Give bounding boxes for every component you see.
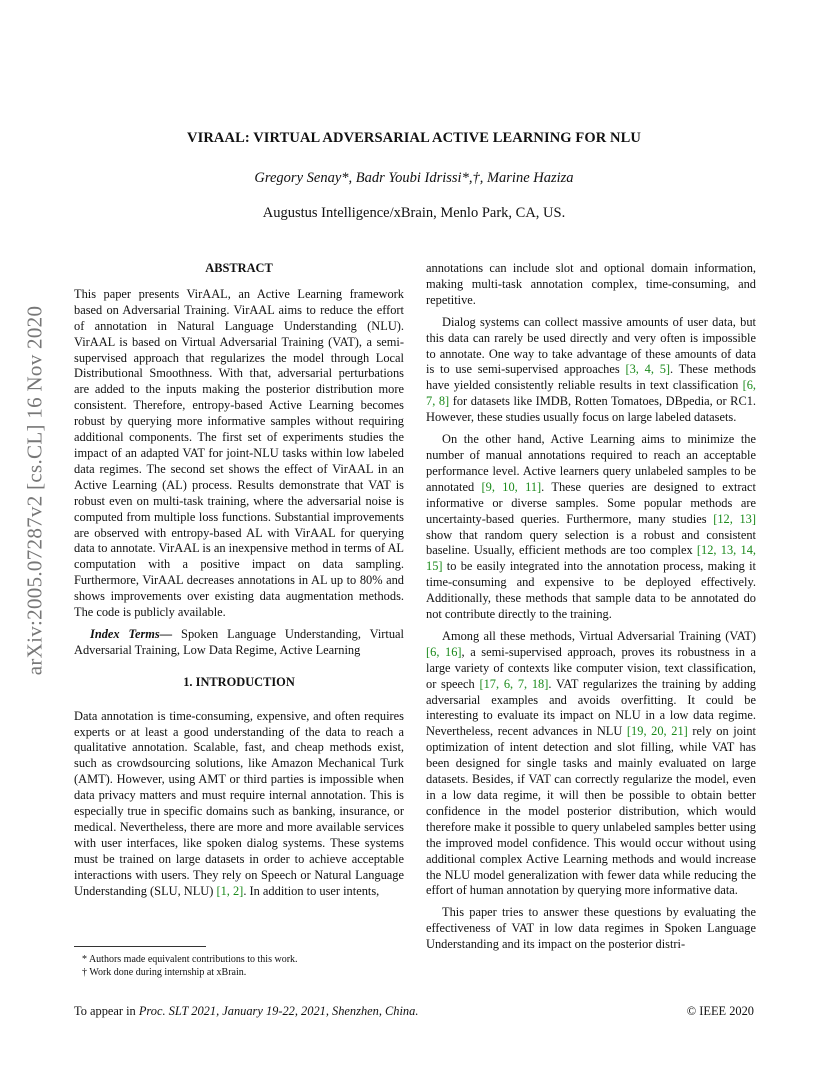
intro-heading: 1. INTRODUCTION (183, 674, 295, 689)
paper-authors: Gregory Senay*, Badr Youbi Idrissi*,†, Marine Haziza (254, 170, 574, 186)
paper-affiliation: Augustus Intelligence/xBrain, Menlo Park, CA, US. (262, 205, 566, 221)
footnote-rule (74, 946, 206, 947)
abstract-heading: ABSTRACT (205, 261, 273, 275)
footer-copyright: © IEEE 2020 (686, 1004, 754, 1018)
arxiv-identifier: arXiv:2005.07287v2 [cs.CL] 16 Nov 2020 (22, 305, 47, 675)
intro-paragraph-4: Among all these methods, Virtual Adversarial Training (VAT) [6, 16], a semi-supervised approach, proves its robustness in a large variety of contexts like computer vision, text classification, or speech [17, 6, 7, 18]. VAT regularizes the training by adding adversarial examples and avoids overfitting. It could be interesting to evaluate its impact on NLU in a low data regime. Nevertheless, recent advances in NLU [19, 20, 21] rely on joint optimization of intent detection and slot filling, while VAT has been designed for single tasks and mainly evaluated on large datasets. Besides, if VAT can correctly regularize the model, even in a low data regime, it will then be possible to obtain better confidence in the model posterior distribution, which would therefore make it possible to query unlabeled samples better using the improved model confidence. This would occur without using additional complex Active Learning methods and would increase the NLU model generalization with fewer data while reducing the effort of human annotation by querying more informative data. (426, 628, 756, 898)
left-column (74, 261, 404, 906)
intro-paragraph-1: Data annotation is time-consuming, expensive, and often requires experts or at least a good understanding of the data to reach a qualitative annotation. Scalable, fast, and cheap methods exist, such as crowdsourcing solutions, like Amazon Mechanical Turk (AMT). However, using AMT or third parties is impossible when data privacy matters and must require internal annotation. This is especially true in specific domains such as banking, insurance, or medical. Nevertheless, there are more and more available services with user interfaces, like spoken dialog systems. These systems must be trained on large datasets in order to achieve acceptable interactions with users. They rely on Speech or Natural Language Understanding (SLU, NLU) [1, 2]. In addition to user intents, (74, 708, 404, 898)
index-terms-text: Spoken Language Understanding, Virtual Adversarial Training, Low Data Regime, Active Learning (74, 626, 404, 657)
citation-link[interactable]: [9, 10, 11] (481, 479, 542, 494)
citation-link[interactable]: [19, 20, 21] (626, 724, 688, 739)
citation-link[interactable]: [17, 6, 7, 18] (479, 676, 549, 691)
right-column (426, 261, 756, 959)
arxiv-sidebar (20, 280, 50, 700)
footnote-internship: † Work done during internship at xBrain. (82, 967, 247, 978)
footer-venue: To appear in Proc. SLT 2021, January 19-22, 2021, Shenzhen, China. (74, 1004, 419, 1018)
citation-link[interactable]: [12, 13, 14, 15] (426, 543, 756, 574)
footnote-equal-contribution: * Authors made equivalent contributions to this work. (82, 954, 298, 965)
citation-link[interactable]: [12, 13] (713, 511, 757, 526)
intro-paragraph-3: On the other hand, Active Learning aims to minimize the number of manual annotations required to reach an acceptable performance level. Active learners query unlabeled samples to be annotated [9, 10, 11]. These queries are designed to extract informative or diverse samples. Some popular methods are uncertainty-based queries. Furthermore, many studies [12, 13] show that random query selection is a robust and consistent baseline. Usually, efficient methods are too complex [12, 13, 14, 15] to be easily integrated into the annotation process, making it time-consuming and expensive to be deployed effectively. Additionally, these methods that sample data to be annotated do not contribute directly to the training. (426, 432, 757, 622)
intro-paragraph-1-cont: annotations can include slot and optional domain information, making multi-task annotation complex, time-consuming, and repetitive. (426, 261, 756, 307)
intro-paragraph-5: This paper tries to answer these questions by evaluating the effectiveness of VAT in low data regimes in Spoken Language Understanding and its impact on the posterior distri- (426, 905, 756, 952)
paper-title: VIRAAL: VIRTUAL ADVERSARIAL ACTIVE LEARNING FOR NLU (187, 130, 641, 146)
abstract-text: This paper presents VirAAL, an Active Learning framework based on Adversarial Training. VirAAL aims to reduce the effort of annotation in Natural Language Understanding (NLU). VirAAL is based on Virtual Adversarial Training (VAT), a semi-supervised approach that regularizes the model through Local Distributional Smoothness. With that, adversarial perturbations are added to the inputs making the posterior distribution more consistent. Therefore, entropy-based Active Learning becomes robust by querying more informative samples without requiring additional components. The first set of experiments studies the impact of an adapted VAT for joint-NLU tasks within low labeled data regimes. The second set shows the effect of VirAAL in an Active Learning (AL) process. Results demonstrate that VAT is robust even on multi-task training, where the adversarial noise is computed from multiple loss functions. Substantial improvements are observed with entropy-based AL with VirAAL for querying data to annotate. VirAAL is an inexpensive method in terms of AL computation with a positive impact on data sampling. Furthermore, VirAAL decreases annotations in AL up to 80% and shows improvements over existing data augmentation methods. The code is publicly available. (74, 286, 404, 620)
citation-link[interactable]: [6, 16] (426, 644, 462, 659)
citation-link[interactable]: [1, 2] (216, 883, 244, 898)
index-terms-label: Index Terms— (90, 626, 173, 641)
index-terms (74, 627, 404, 659)
citation-link[interactable]: [3, 4, 5] (625, 362, 671, 377)
intro-paragraph-2: Dialog systems can collect massive amounts of user data, but this data can rarely be used directly and very often is impossible to annotate. One way to take advantage of these amounts of data is to use semi-supervised approaches [3, 4, 5]. These methods have yielded consistently reliable results in text classification [6, 7, 8] for datasets like IMDB, Rotten Tomatoes, DBpedia, or RC1. However, these studies usually focus on large labeled datasets. (426, 314, 756, 425)
footnotes (74, 946, 404, 979)
citation-link[interactable]: [6, 7, 8] (426, 378, 756, 409)
